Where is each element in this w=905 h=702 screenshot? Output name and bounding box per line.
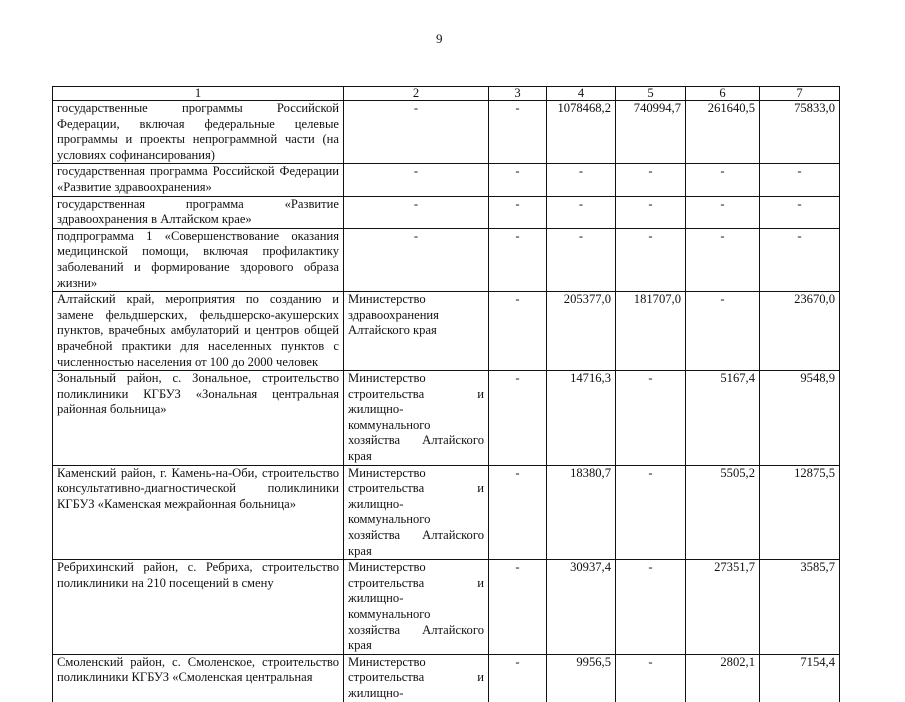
row-col3: - (489, 371, 547, 466)
row-col3: - (489, 560, 547, 655)
row-col3: - (489, 465, 547, 560)
row-col3: - (489, 101, 547, 164)
row-responsible: Министерство строительства и жилищно- (344, 654, 489, 701)
row-description: Алтайский край, мероприятия по созданию и замене фельдшерских, фельдшерско-акушерских пунктов, врачебных амбулаторий и центров общей врачебной практики для населенных пунктов с численностью населения от 100 до 2000 человек (53, 292, 344, 371)
row-col4: 30937,4 (547, 560, 616, 655)
table-row (53, 560, 840, 655)
table-header-row (53, 87, 840, 101)
column-header: 4 (547, 87, 616, 101)
row-description: Ребрихинский район, с. Ребриха, строительство поликлиники на 210 посещений в смену (53, 560, 344, 655)
row-responsible: - (344, 101, 489, 164)
row-col7: 23670,0 (760, 292, 840, 371)
row-col6: 2802,1 (686, 654, 760, 701)
row-description: Каменский район, г. Камень-на-Оби, строительство консультативно-диагностической поликлиники КГБУЗ «Каменская межрайонная больница» (53, 465, 344, 560)
table-row (53, 196, 840, 228)
row-col5: 740994,7 (616, 101, 686, 164)
table-row (53, 292, 840, 371)
column-header: 6 (686, 87, 760, 101)
row-col5: - (616, 371, 686, 466)
row-col7: 75833,0 (760, 101, 840, 164)
column-header: 2 (344, 87, 489, 101)
column-header: 1 (53, 87, 344, 101)
row-responsible: - (344, 164, 489, 196)
table-row (53, 371, 840, 466)
row-col7: - (760, 196, 840, 228)
row-col4: 14716,3 (547, 371, 616, 466)
row-col6: 261640,5 (686, 101, 760, 164)
row-col4: 18380,7 (547, 465, 616, 560)
table-row (53, 228, 840, 291)
row-col5: - (616, 196, 686, 228)
row-col5: - (616, 465, 686, 560)
row-col4: 1078468,2 (547, 101, 616, 164)
row-col4: 9956,5 (547, 654, 616, 701)
row-description: государственные программы Российской Федерации, включая федеральные целевые программы и проекты непрограммной части (на условиях софинансирования) (53, 101, 344, 164)
row-col6: 5167,4 (686, 371, 760, 466)
table-row (53, 101, 840, 164)
row-responsible: - (344, 196, 489, 228)
page-number: 9 (436, 31, 443, 46)
row-col5: - (616, 164, 686, 196)
row-responsible: Министерство строительства и жилищно-коммунального хозяйства Алтайского края (344, 465, 489, 560)
row-col6: - (686, 164, 760, 196)
row-col7: 7154,4 (760, 654, 840, 701)
row-col3: - (489, 228, 547, 291)
row-responsible: - (344, 228, 489, 291)
column-header: 5 (616, 87, 686, 101)
row-description: государственная программа Российской Федерации «Развитие здравоохранения» (53, 164, 344, 196)
row-col6: - (686, 196, 760, 228)
row-col5: - (616, 228, 686, 291)
row-col6: 5505,2 (686, 465, 760, 560)
row-col4: 205377,0 (547, 292, 616, 371)
row-col7: - (760, 164, 840, 196)
row-col5: - (616, 560, 686, 655)
row-col3: - (489, 654, 547, 701)
row-responsible: Министерство строительства и жилищно-коммунального хозяйства Алтайского края (344, 560, 489, 655)
row-description: государственная программа «Развитие здравоохранения в Алтайском крае» (53, 196, 344, 228)
row-col5: - (616, 654, 686, 701)
row-col4: - (547, 164, 616, 196)
row-col7: - (760, 228, 840, 291)
row-col4: - (547, 196, 616, 228)
row-col3: - (489, 196, 547, 228)
row-col5: 181707,0 (616, 292, 686, 371)
table-row (53, 164, 840, 196)
table-row (53, 654, 840, 701)
row-col6: - (686, 228, 760, 291)
table-row (53, 465, 840, 560)
row-description: Зональный район, с. Зональное, строительство поликлиники КГБУЗ «Зональная центральная районная больница» (53, 371, 344, 466)
row-col7: 9548,9 (760, 371, 840, 466)
row-col3: - (489, 292, 547, 371)
column-header: 3 (489, 87, 547, 101)
row-responsible: Министерство строительства и жилищно-коммунального хозяйства Алтайского края (344, 371, 489, 466)
row-responsible: Министерство здравоохранения Алтайского края (344, 292, 489, 371)
row-col3: - (489, 164, 547, 196)
budget-table (52, 86, 840, 702)
row-col6: 27351,7 (686, 560, 760, 655)
row-description: подпрограмма 1 «Совершенствование оказания медицинской помощи, включая профилактику заболеваний и формирование здорового образа жизни» (53, 228, 344, 291)
column-header: 7 (760, 87, 840, 101)
row-col7: 3585,7 (760, 560, 840, 655)
row-col4: - (547, 228, 616, 291)
row-col6: - (686, 292, 760, 371)
row-description: Смоленский район, с. Смоленское, строительство поликлиники КГБУЗ «Смоленская центральная (53, 654, 344, 701)
row-col7: 12875,5 (760, 465, 840, 560)
